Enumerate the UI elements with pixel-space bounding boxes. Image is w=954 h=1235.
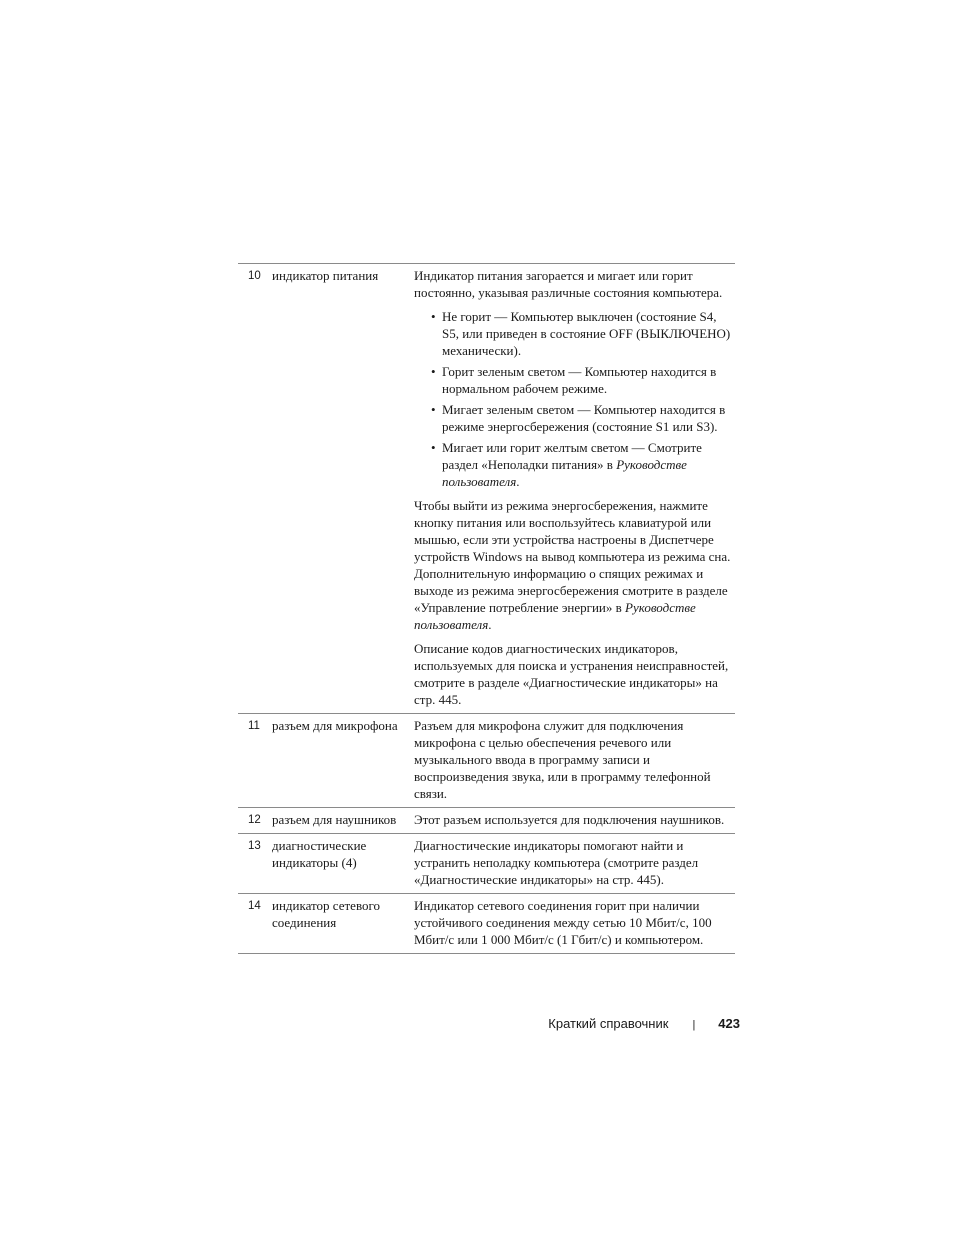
manual-title: Руководстве пользователя [442, 457, 687, 489]
description-paragraph: Индикатор питания загорается и мигает или горит постоянно, указывая различные состояния компьютера. [414, 268, 723, 300]
description-paragraph: Индикатор сетевого соединения горит при наличии устойчивого соединения между сетью 10 Мбит/с, 100 Мбит/с или 1 000 Мбит/с (1 Гбит/с) и компьютером. [414, 898, 712, 947]
item-name: разъем для микрофона [272, 718, 398, 733]
list-item: • Горит зеленым светом — Компьютер находится в нормальном рабочем режиме. [442, 363, 735, 397]
footer-separator: | [692, 1019, 696, 1031]
table-row [238, 264, 735, 714]
description-paragraph: Описание кодов диагностических индикаторов, используемых для поиска и устранения неисправностей, смотрите в разделе «Диагностические индикаторы» на стр. 445. [414, 641, 729, 707]
table-row [238, 834, 735, 894]
item-description [414, 717, 735, 802]
list-item: • Мигает зеленым светом — Компьютер находится в режиме энергосбережения (состояние S1 или S3). [442, 401, 735, 435]
list-item-end: . [516, 474, 520, 489]
description-paragraph: Этот разъем используется для подключения наушников. [414, 812, 725, 827]
list-item: • Не горит — Компьютер выключен (состояние S4, S5, или приведен в состояние OFF (ВЫКЛЮЧЕНО) механически). [442, 308, 735, 359]
item-description [414, 837, 735, 888]
component-table [238, 263, 735, 954]
table-row [238, 894, 735, 954]
table-row [238, 808, 735, 834]
state-list [414, 308, 735, 490]
item-number: 13 [248, 840, 261, 852]
description-paragraph [414, 497, 735, 633]
item-description [414, 897, 735, 948]
item-description [414, 811, 735, 828]
table-row [238, 714, 735, 808]
item-name: индикатор питания [272, 268, 379, 283]
item-name: диагностические индикаторы (4) [272, 838, 367, 870]
description-paragraph: Разъем для микрофона служит для подключения микрофона с целью обеспечения речевого или музыкального ввода в программу записи и воспроизведения звука, или в программу телефонной связи. [414, 718, 711, 801]
page-number: 423 [718, 1016, 740, 1031]
page-footer [548, 1015, 740, 1034]
list-item [442, 439, 735, 490]
item-number: 12 [248, 814, 261, 826]
description-paragraph: Диагностические индикаторы помогают найти и устранить неполадку компьютера (смотрите раздел «Диагностические индикаторы» на стр. 445). [414, 838, 699, 887]
item-description [414, 267, 735, 708]
paragraph-end: . [488, 617, 492, 632]
list-item-text: Мигает или горит желтым светом — Смотрите раздел «Неполадки питания» в [442, 440, 702, 472]
item-name: разъем для наушников [272, 812, 397, 827]
item-number: 10 [248, 270, 261, 282]
item-name: индикатор сетевого соединения [272, 898, 381, 930]
paragraph-text: Чтобы выйти из режима энергосбережения, нажмите кнопку питания или воспользуйтесь клавиатурой или мышью, если эти устройства настроены в Диспетчере устройств Windows на вывод компьютера из режима сна. Дополнительную информацию о спящих режимах и выходе из режима энергосбережения смотрите в разделе «Управление потребление энергии» в [414, 498, 731, 615]
item-number: 14 [248, 900, 261, 912]
manual-title: Руководстве пользователя [414, 600, 696, 632]
item-number: 11 [248, 720, 260, 732]
section-title: Краткий справочник [548, 1016, 669, 1031]
